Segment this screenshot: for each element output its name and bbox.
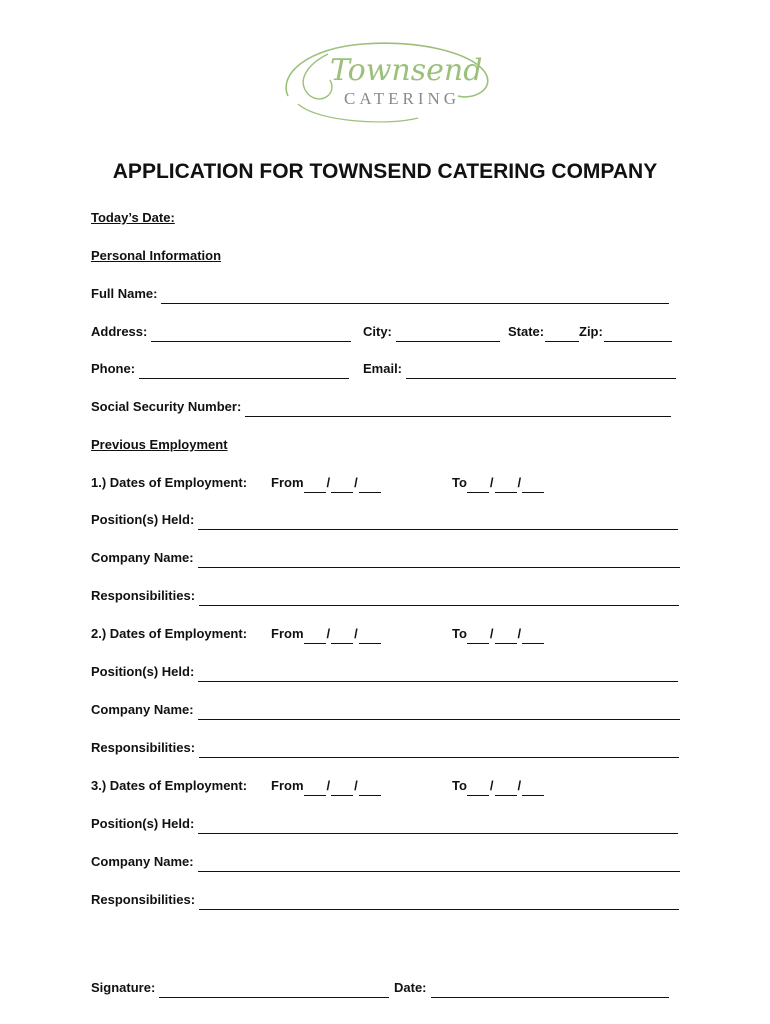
employment-2-responsibilities-field[interactable] bbox=[199, 743, 679, 758]
email-label: Email: bbox=[363, 361, 403, 376]
address-field[interactable] bbox=[151, 327, 351, 342]
signature-field[interactable] bbox=[159, 983, 389, 998]
employment-3-from-date-field[interactable]: / / bbox=[304, 776, 381, 796]
employment-1-company-field[interactable] bbox=[198, 553, 680, 568]
employment-2-from-date-field[interactable]: / / bbox=[304, 624, 381, 644]
employment-2-company-label: Company Name: bbox=[91, 702, 194, 717]
date-label: Date: bbox=[394, 980, 427, 995]
employment-1-dates-label: 1.) Dates of Employment: bbox=[91, 475, 248, 490]
employment-1-from-label: From bbox=[271, 475, 304, 490]
todays-date-label: Today’s Date: bbox=[91, 210, 175, 225]
previous-employment-heading: Previous Employment bbox=[91, 437, 228, 452]
signature-row bbox=[91, 978, 691, 998]
previous-employment-heading-row bbox=[91, 435, 691, 455]
employment-3-from-label: From bbox=[271, 778, 304, 793]
employment-3-company-row bbox=[91, 852, 691, 872]
employment-1-dates-row bbox=[91, 473, 691, 493]
phone-field[interactable] bbox=[139, 364, 349, 379]
employment-2-responsibilities-row bbox=[91, 738, 691, 758]
employment-2-company-row bbox=[91, 700, 691, 720]
city-field[interactable] bbox=[396, 327, 500, 342]
city-label: City: bbox=[363, 324, 392, 339]
employment-2-to-date-field[interactable]: / / bbox=[467, 624, 544, 644]
employment-2-company-field[interactable] bbox=[198, 705, 680, 720]
employment-3-position-label: Position(s) Held: bbox=[91, 816, 195, 831]
address-label: Address: bbox=[91, 324, 148, 339]
employment-3-company-label: Company Name: bbox=[91, 854, 194, 869]
signature-label: Signature: bbox=[91, 980, 156, 995]
todays-date-row bbox=[91, 208, 691, 228]
address-row bbox=[91, 322, 691, 342]
full-name-row bbox=[91, 284, 691, 304]
employment-2-responsibilities-label: Responsibilities: bbox=[91, 740, 196, 755]
employment-2-from-label: From bbox=[271, 626, 304, 641]
employment-3-to-label: To bbox=[452, 778, 467, 793]
employment-2-position-field[interactable] bbox=[198, 667, 678, 682]
employment-2-position-label: Position(s) Held: bbox=[91, 664, 195, 679]
employment-3-responsibilities-field[interactable] bbox=[199, 895, 679, 910]
employment-1-position-field[interactable] bbox=[198, 515, 678, 530]
employment-3-position-row bbox=[91, 814, 691, 834]
employment-1-from-date-field[interactable]: / / bbox=[304, 473, 381, 493]
logo-script-text: Townsend bbox=[330, 53, 483, 88]
email-field[interactable] bbox=[406, 364, 676, 379]
employment-1-position-row bbox=[91, 510, 691, 530]
employment-1-position-label: Position(s) Held: bbox=[91, 512, 195, 527]
phone-email-row bbox=[91, 359, 691, 379]
employment-2-position-row bbox=[91, 662, 691, 682]
personal-information-heading: Personal Information bbox=[91, 248, 222, 263]
zip-label: Zip: bbox=[579, 324, 603, 339]
employment-2-dates-label: 2.) Dates of Employment: bbox=[91, 626, 248, 641]
state-field[interactable] bbox=[545, 327, 579, 342]
signature-date-field[interactable] bbox=[431, 983, 669, 998]
employment-1-responsibilities-field[interactable] bbox=[199, 591, 679, 606]
zip-field[interactable] bbox=[604, 327, 672, 342]
logo-subtitle-text: CATERING bbox=[344, 89, 461, 108]
ssn-field[interactable] bbox=[245, 402, 671, 417]
state-label: State: bbox=[508, 324, 545, 339]
page-title: APPLICATION FOR TOWNSEND CATERING COMPANY bbox=[112, 160, 658, 183]
ssn-label: Social Security Number: bbox=[91, 399, 242, 414]
employment-3-responsibilities-row bbox=[91, 890, 691, 910]
phone-label: Phone: bbox=[91, 361, 136, 376]
employment-3-responsibilities-label: Responsibilities: bbox=[91, 892, 196, 907]
employment-3-dates-label: 3.) Dates of Employment: bbox=[91, 778, 248, 793]
employment-3-position-field[interactable] bbox=[198, 819, 678, 834]
personal-information-heading-row bbox=[91, 246, 691, 266]
employment-1-responsibilities-row bbox=[91, 586, 691, 606]
ssn-row bbox=[91, 397, 691, 417]
employment-2-dates-row bbox=[91, 624, 691, 644]
employment-1-company-row bbox=[91, 548, 691, 568]
employment-3-dates-row bbox=[91, 776, 691, 796]
employment-1-to-label: To bbox=[452, 475, 467, 490]
employment-2-to-label: To bbox=[452, 626, 467, 641]
townsend-catering-logo bbox=[268, 34, 500, 130]
employment-1-to-date-field[interactable]: / / bbox=[467, 473, 544, 493]
full-name-label: Full Name: bbox=[91, 286, 158, 301]
employment-1-company-label: Company Name: bbox=[91, 550, 194, 565]
logo-graphic bbox=[268, 34, 500, 130]
full-name-field[interactable] bbox=[161, 289, 669, 304]
employment-3-company-field[interactable] bbox=[198, 857, 680, 872]
employment-1-responsibilities-label: Responsibilities: bbox=[91, 588, 196, 603]
employment-3-to-date-field[interactable]: / / bbox=[467, 776, 544, 796]
